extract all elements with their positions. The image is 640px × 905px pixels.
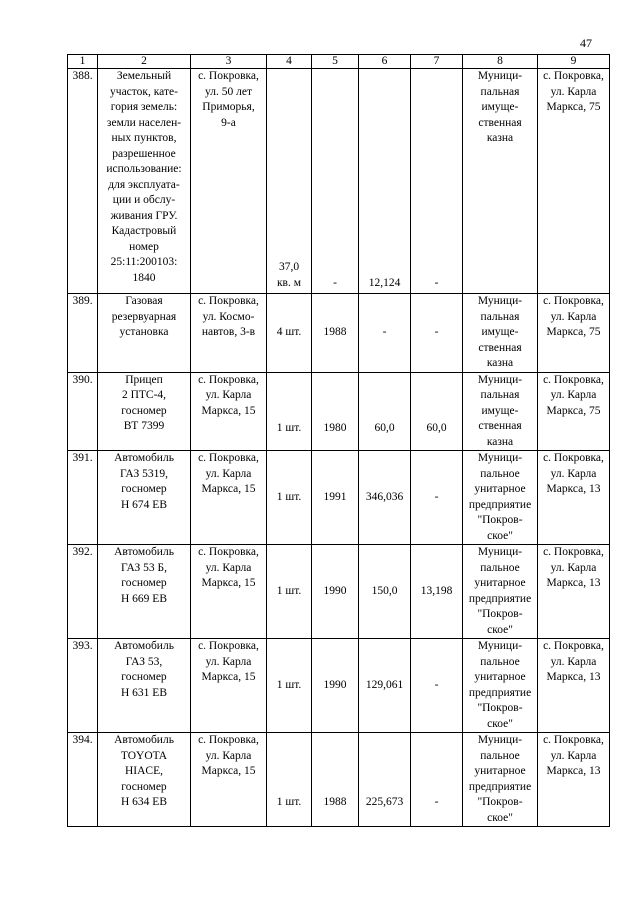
item-name: Автомобиль ГАЗ 53, госномер Н 631 ЕВ xyxy=(98,639,191,733)
item-quantity: 4 шт. xyxy=(267,294,312,373)
item-col7: - xyxy=(411,733,463,827)
item-quantity: 37,0 кв. м xyxy=(267,69,312,294)
item-name: Прицеп 2 ПТС-4, госномер ВТ 7399 xyxy=(98,372,191,451)
item-holder-address: с. Покровка, ул. Карла Маркса, 75 xyxy=(538,372,610,451)
item-holder-address: с. Покровка, ул. Карла Маркса, 13 xyxy=(538,545,610,639)
item-col7: - xyxy=(411,639,463,733)
row-number: 389. xyxy=(68,294,98,373)
item-holder: Муници- пальная имуще- ственная казна xyxy=(463,294,538,373)
item-address: с. Покровка, ул. Карла Маркса, 15 xyxy=(191,639,267,733)
item-value: 346,036 xyxy=(359,451,411,545)
table-row xyxy=(68,733,610,827)
table-row xyxy=(68,451,610,545)
column-numbers-row xyxy=(68,55,610,69)
item-quantity: 1 шт. xyxy=(267,545,312,639)
item-address: с. Покровка, ул. 50 лет Приморья, 9-а xyxy=(191,69,267,294)
column-number: 2 xyxy=(98,55,191,69)
item-year: 1990 xyxy=(312,639,359,733)
table-row xyxy=(68,372,610,451)
row-number: 388. xyxy=(68,69,98,294)
row-number: 393. xyxy=(68,639,98,733)
item-value: 150,0 xyxy=(359,545,411,639)
item-holder: Муници- пальная имуще- ственная казна xyxy=(463,69,538,294)
item-holder: Муници- пальная имуще- ственная казна xyxy=(463,372,538,451)
item-quantity: 1 шт. xyxy=(267,639,312,733)
item-name: Автомобиль TOYOTA HIACE, госномер Н 634 ЕВ xyxy=(98,733,191,827)
row-number: 391. xyxy=(68,451,98,545)
item-quantity: 1 шт. xyxy=(267,372,312,451)
item-col7: - xyxy=(411,294,463,373)
column-number: 4 xyxy=(267,55,312,69)
page-number: 47 xyxy=(580,36,592,50)
column-number: 5 xyxy=(312,55,359,69)
table-row xyxy=(68,69,610,294)
item-holder: Муници- пальное унитарное предприятие "Покров- ское" xyxy=(463,451,538,545)
column-number: 9 xyxy=(538,55,610,69)
item-name: Автомобиль ГАЗ 5319, госномер Н 674 ЕВ xyxy=(98,451,191,545)
item-value: 129,061 xyxy=(359,639,411,733)
item-year: 1990 xyxy=(312,545,359,639)
property-register-table xyxy=(67,54,610,827)
item-value: 225,673 xyxy=(359,733,411,827)
item-holder-address: с. Покровка, ул. Карла Маркса, 13 xyxy=(538,451,610,545)
item-quantity: 1 шт. xyxy=(267,733,312,827)
item-col7: 13,198 xyxy=(411,545,463,639)
item-year: 1991 xyxy=(312,451,359,545)
item-address: с. Покровка, ул. Карла Маркса, 15 xyxy=(191,545,267,639)
row-number: 394. xyxy=(68,733,98,827)
item-year: 1988 xyxy=(312,733,359,827)
column-number: 6 xyxy=(359,55,411,69)
item-holder-address: с. Покровка, ул. Карла Маркса, 75 xyxy=(538,294,610,373)
item-value: - xyxy=(359,294,411,373)
item-holder-address: с. Покровка, ул. Карла Маркса, 13 xyxy=(538,733,610,827)
item-holder-address: с. Покровка, ул. Карла Маркса, 13 xyxy=(538,639,610,733)
item-address: с. Покровка, ул. Карла Маркса, 15 xyxy=(191,733,267,827)
item-value: 60,0 xyxy=(359,372,411,451)
column-number: 3 xyxy=(191,55,267,69)
table-row xyxy=(68,639,610,733)
item-col7: - xyxy=(411,69,463,294)
item-address: с. Покровка, ул. Карла Маркса, 15 xyxy=(191,451,267,545)
item-value: 12,124 xyxy=(359,69,411,294)
item-holder: Муници- пальное унитарное предприятие "Покров- ское" xyxy=(463,733,538,827)
item-name: Газовая резервуарная установка xyxy=(98,294,191,373)
item-col7: - xyxy=(411,451,463,545)
item-year: - xyxy=(312,69,359,294)
column-number: 1 xyxy=(68,55,98,69)
item-holder: Муници- пальное унитарное предприятие "Покров- ское" xyxy=(463,545,538,639)
item-holder-address: с. Покровка, ул. Карла Маркса, 75 xyxy=(538,69,610,294)
item-year: 1988 xyxy=(312,294,359,373)
item-name: Автомобиль ГАЗ 53 Б, госномер Н 669 ЕВ xyxy=(98,545,191,639)
item-address: с. Покровка, ул. Карла Маркса, 15 xyxy=(191,372,267,451)
item-holder: Муници- пальное унитарное предприятие "Покров- ское" xyxy=(463,639,538,733)
item-year: 1980 xyxy=(312,372,359,451)
row-number: 392. xyxy=(68,545,98,639)
item-col7: 60,0 xyxy=(411,372,463,451)
table-row xyxy=(68,294,610,373)
item-address: с. Покровка, ул. Космо- навтов, 3-в xyxy=(191,294,267,373)
table-row xyxy=(68,545,610,639)
item-quantity: 1 шт. xyxy=(267,451,312,545)
item-name: Земельный участок, кате- гория земель: земли населен- ных пунктов, разрешенное использование: для эксплуата- ции и обслу- живания ГРУ. Кадастровый номер 25:11:200103: 1840 xyxy=(98,69,191,294)
column-number: 8 xyxy=(463,55,538,69)
row-number: 390. xyxy=(68,372,98,451)
column-number: 7 xyxy=(411,55,463,69)
